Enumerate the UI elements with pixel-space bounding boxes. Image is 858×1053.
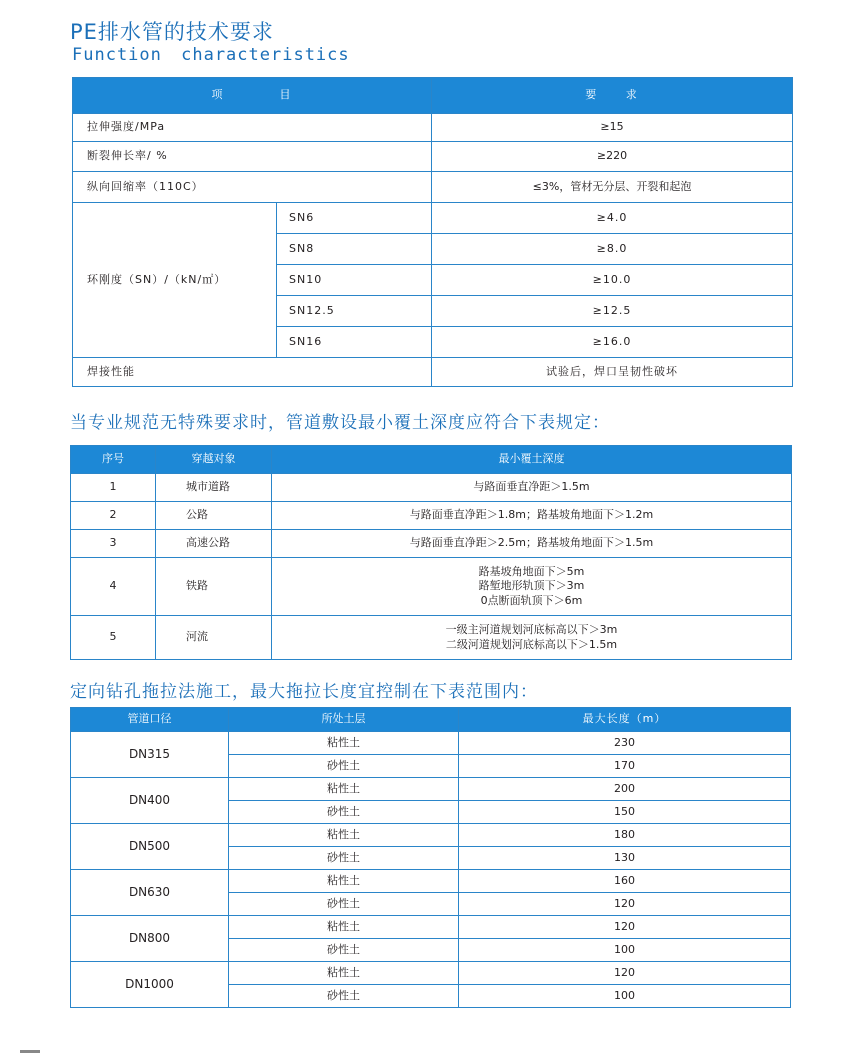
row-number: 5 bbox=[71, 616, 156, 660]
page-title: PE排水管的技术要求 bbox=[70, 20, 274, 44]
stiffness-grade: SN16 bbox=[277, 327, 432, 358]
crossing-object: 河流 bbox=[156, 616, 272, 660]
pipe-diameter: DN800 bbox=[71, 916, 229, 962]
max-length: 120 bbox=[459, 916, 791, 939]
col-header-object: 穿越对象 bbox=[156, 446, 272, 474]
requirement-cell: ≤3%，管材无分层、开裂和起泡 bbox=[432, 172, 793, 203]
soil-type: 粘性土 bbox=[229, 778, 459, 801]
pipe-diameter: DN400 bbox=[71, 778, 229, 824]
soil-type: 粘性土 bbox=[229, 870, 459, 893]
soil-type: 粘性土 bbox=[229, 916, 459, 939]
soil-type: 砂性土 bbox=[229, 939, 459, 962]
requirement-cell: ≥220 bbox=[432, 142, 793, 172]
min-cover-depth-table bbox=[70, 445, 792, 660]
col-header-length: 最大长度（m） bbox=[459, 708, 791, 732]
depth-line: 与路面垂直净距＞1.8m；路基坡角地面下＞1.2m bbox=[409, 508, 654, 522]
pipe-diameter: DN315 bbox=[71, 732, 229, 778]
depth-line: 0点断面轨顶下＞6m bbox=[480, 593, 583, 607]
soil-type: 砂性土 bbox=[229, 801, 459, 824]
item-cell: 断裂伸长率/ % bbox=[73, 142, 432, 172]
row-number: 4 bbox=[71, 558, 156, 616]
pipe-diameter: DN630 bbox=[71, 870, 229, 916]
stiffness-requirement: ≥4.0 bbox=[432, 203, 793, 234]
row-number: 3 bbox=[71, 530, 156, 558]
soil-type: 砂性土 bbox=[229, 755, 459, 778]
col-header-diameter: 管道口径 bbox=[71, 708, 229, 732]
soil-type: 砂性土 bbox=[229, 847, 459, 870]
item-cell: 拉伸强度/MPa bbox=[73, 114, 432, 142]
depth-requirement bbox=[272, 502, 792, 530]
depth-line: 与路面垂直净距＞1.5m bbox=[473, 480, 590, 494]
soil-type: 粘性土 bbox=[229, 732, 459, 755]
soil-type: 粘性土 bbox=[229, 962, 459, 985]
max-length: 100 bbox=[459, 985, 791, 1008]
max-length: 160 bbox=[459, 870, 791, 893]
depth-section-heading: 当专业规范无特殊要求时，管道敷设最小覆土深度应符合下表规定： bbox=[70, 413, 610, 433]
pipe-diameter: DN1000 bbox=[71, 962, 229, 1008]
crossing-object: 铁路 bbox=[156, 558, 272, 616]
depth-requirement bbox=[272, 558, 792, 616]
stiffness-requirement: ≥16.0 bbox=[432, 327, 793, 358]
row-number: 2 bbox=[71, 502, 156, 530]
col-header-depth: 最小覆土深度 bbox=[272, 446, 792, 474]
stiffness-grade: SN6 bbox=[277, 203, 432, 234]
col-header-soil: 所处土层 bbox=[229, 708, 459, 732]
stiffness-label: 环刚度（SN）/（kN/㎡） bbox=[73, 203, 277, 358]
stiffness-grade: SN12.5 bbox=[277, 296, 432, 327]
requirement-cell: ≥15 bbox=[432, 114, 793, 142]
max-length: 170 bbox=[459, 755, 791, 778]
max-length: 130 bbox=[459, 847, 791, 870]
depth-line: 路堑地形轨顶下＞3m bbox=[478, 579, 585, 593]
requirement-cell: 试验后，焊口呈韧性破坏 bbox=[432, 358, 793, 387]
col-header-item: 项 目 bbox=[73, 78, 432, 114]
depth-line: 一级主河道规划河底标高以下＞3m bbox=[445, 623, 618, 637]
max-length: 200 bbox=[459, 778, 791, 801]
max-length: 230 bbox=[459, 732, 791, 755]
crossing-object: 高速公路 bbox=[156, 530, 272, 558]
depth-requirement bbox=[272, 474, 792, 502]
crossing-object: 公路 bbox=[156, 502, 272, 530]
stiffness-requirement: ≥8.0 bbox=[432, 234, 793, 265]
max-length: 120 bbox=[459, 893, 791, 916]
depth-line: 路基坡角地面下＞5m bbox=[478, 565, 585, 579]
item-cell: 焊接性能 bbox=[73, 358, 432, 387]
max-length: 100 bbox=[459, 939, 791, 962]
soil-type: 砂性土 bbox=[229, 893, 459, 916]
item-cell: 纵向回缩率（110C） bbox=[73, 172, 432, 203]
stiffness-requirement: ≥12.5 bbox=[432, 296, 793, 327]
soil-type: 粘性土 bbox=[229, 824, 459, 847]
stiffness-grade: SN8 bbox=[277, 234, 432, 265]
max-drag-length-table bbox=[70, 707, 791, 1008]
col-header-no: 序号 bbox=[71, 446, 156, 474]
max-length: 150 bbox=[459, 801, 791, 824]
crossing-object: 城市道路 bbox=[156, 474, 272, 502]
stiffness-requirement: ≥10.0 bbox=[432, 265, 793, 296]
row-number: 1 bbox=[71, 474, 156, 502]
page-subtitle: Function characteristics bbox=[72, 45, 350, 65]
tech-requirements-table bbox=[72, 77, 793, 387]
soil-type: 砂性土 bbox=[229, 985, 459, 1008]
depth-line: 与路面垂直净距＞2.5m；路基坡角地面下＞1.5m bbox=[409, 536, 654, 550]
pipe-diameter: DN500 bbox=[71, 824, 229, 870]
drag-section-heading: 定向钻孔拖拉法施工，最大拖拉长度宜控制在下表范围内： bbox=[70, 682, 538, 702]
depth-requirement bbox=[272, 616, 792, 660]
depth-line: 二级河道规划河底标高以下＞1.5m bbox=[445, 637, 618, 651]
depth-requirement bbox=[272, 530, 792, 558]
max-length: 180 bbox=[459, 824, 791, 847]
col-header-requirement: 要 求 bbox=[432, 78, 793, 114]
stiffness-grade: SN10 bbox=[277, 265, 432, 296]
max-length: 120 bbox=[459, 962, 791, 985]
